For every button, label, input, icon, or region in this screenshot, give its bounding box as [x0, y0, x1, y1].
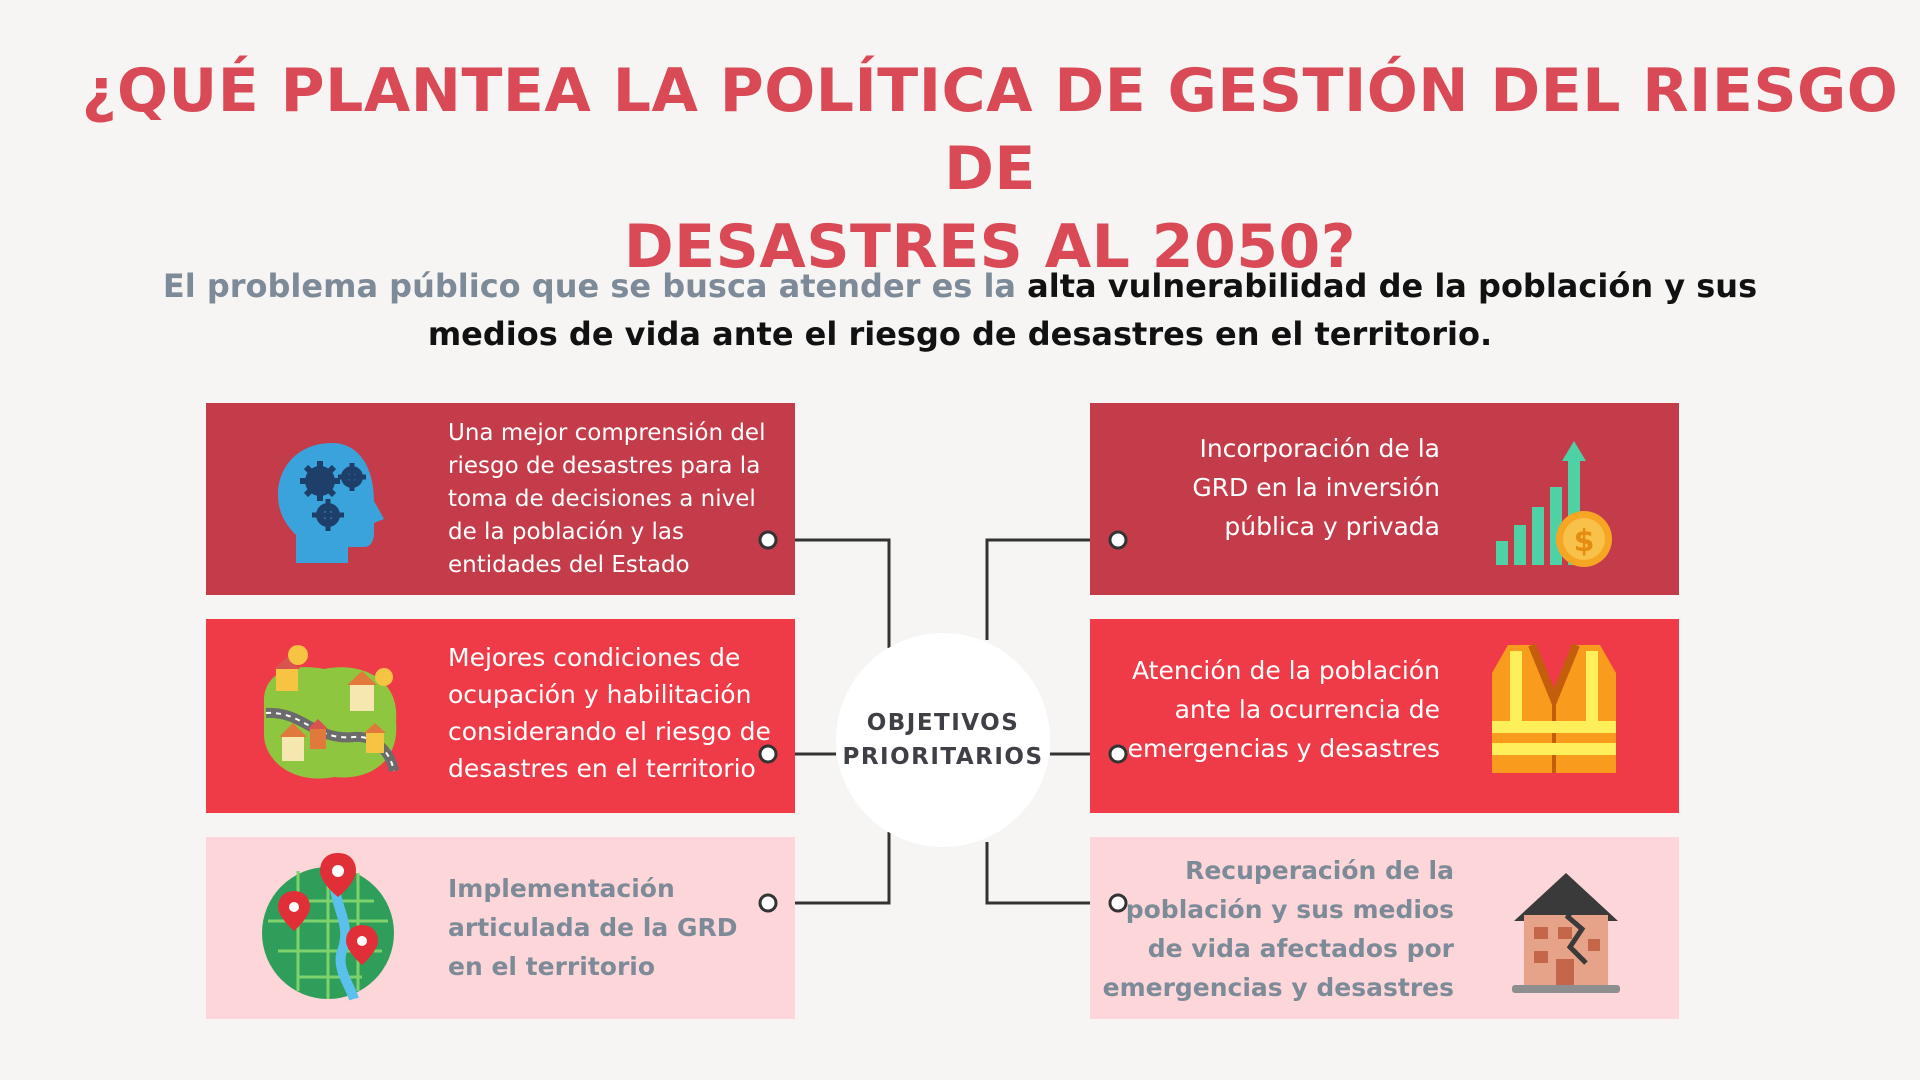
title-line-2: DESASTRES AL 2050?	[623, 212, 1357, 282]
connector-dot-3	[760, 895, 776, 911]
objective-text: Recuperación de la población y sus medios de vida afectados por emergencias y desastres	[1102, 856, 1454, 1002]
objective-text: Implementación articulada de la GRD en el territorio	[448, 874, 738, 981]
connector-dot-5	[1110, 746, 1126, 762]
objective-text: Incorporación de la GRD en la inversión pública y privada	[1192, 434, 1440, 541]
connector-dot-4	[1110, 532, 1126, 548]
objective-text: Mejores condiciones de ocupación y habilitación considerando el riesgo de desastres en el territorio	[448, 643, 771, 783]
hub-line-2: PRIORITARIOS	[842, 744, 1044, 770]
connector-dot-6	[1110, 895, 1126, 911]
problem-intro: El problema público que se busca atender es la	[162, 267, 1028, 305]
connector-dot-2	[760, 746, 776, 762]
svg-text:$: $	[1573, 524, 1595, 559]
title-line-1: ¿QUÉ PLANTEA LA POLÍTICA DE GESTIÓN DEL RIESGO DE	[81, 56, 1899, 204]
objective-text: Atención de la población ante la ocurrencia de emergencias y desastres	[1127, 656, 1440, 763]
priority-objectives-hub	[836, 633, 1050, 847]
connector-dot-1	[760, 532, 776, 548]
objective-text: Una mejor comprensión del riesgo de desastres para la toma de decisiones a nivel de la población y las entidades del Estado	[448, 420, 766, 578]
problem-emphasis: alta vulnerabilidad de la población y sus medios de vida ante el riesgo de desastres en el territorio.	[427, 267, 1758, 353]
hub-line-1: OBJETIVOS	[866, 710, 1020, 736]
